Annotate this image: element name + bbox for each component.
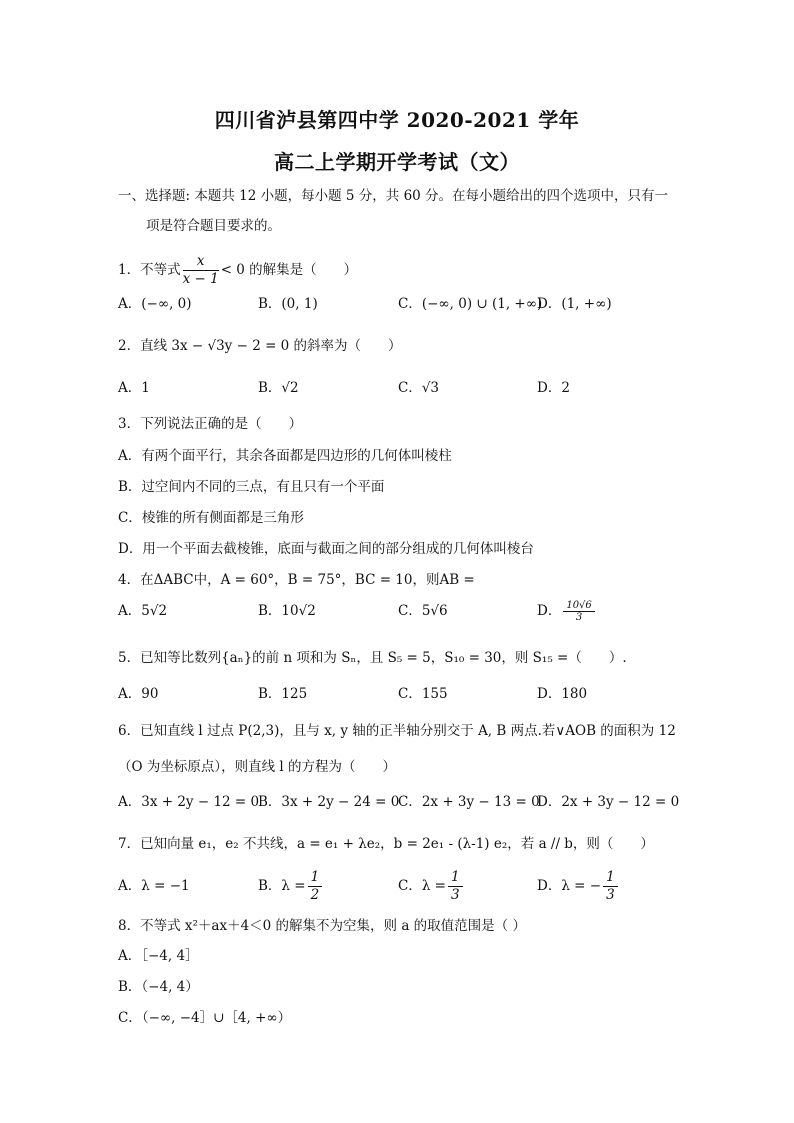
question-1-prefix: 1．不等式 xyxy=(118,262,181,278)
question-7-option-c-denominator: 3 xyxy=(451,887,460,903)
question-3-stem: 3．下列说法正确的是（ ） xyxy=(118,416,303,432)
question-1-option-c: C．(−∞, 0) ∪ (1, +∞) xyxy=(398,296,543,312)
question-2-stem: 2．直线 3x − √3y − 2 = 0 的斜率为（ ） xyxy=(118,338,402,354)
section-instructions-line2: 项是符合题目要求的。 xyxy=(146,218,281,234)
question-6-option-a: A．3x + 2y − 12 = 0 xyxy=(118,794,260,810)
question-5-option-d: D．180 xyxy=(537,686,588,702)
question-1-option-a: A．(−∞, 0) xyxy=(118,296,192,312)
question-6-option-c: C．2x + 3y − 13 = 0 xyxy=(398,794,540,810)
question-1-denominator: x − 1 xyxy=(182,271,219,287)
question-4-option-b: B．10√2 xyxy=(258,603,316,619)
question-4-option-c: C．5√6 xyxy=(398,603,448,619)
question-8-stem: 8．不等式 x²＋ax＋4＜0 的解集不为空集，则 a 的取值范围是（ ） xyxy=(118,918,526,934)
question-1-option-b: B．(0, 1) xyxy=(258,296,318,312)
question-7-option-c-fraction xyxy=(448,869,463,904)
question-7-option-d-prefix: D．λ = − xyxy=(537,878,602,894)
question-2-option-b: B．√2 xyxy=(258,380,299,396)
question-3-option-b: B．过空间内不同的三点，有且只有一个平面 xyxy=(118,479,385,495)
question-8-option-a: A．［−4, 4］ xyxy=(118,948,199,964)
question-6-stem-line1: 6．已知直线 l 过点 P(2,3)，且与 x, y 轴的正半轴分别交于 A, B 两点.若∨AOB 的面积为 12 xyxy=(118,723,676,739)
question-4-option-d-fraction xyxy=(563,600,594,623)
question-5-option-c: C．155 xyxy=(398,686,448,702)
question-4-option-d-prefix: D． xyxy=(537,603,562,619)
question-7-option-d-denominator: 3 xyxy=(606,887,615,903)
exam-title-line1: 四川省泸县第四中学 2020-2021 学年 xyxy=(214,108,580,132)
section-instructions-line1: 一、选择题: 本题共 12 小题，每小题 5 分，共 60 分。在每小题给出的四个选项中，只有一 xyxy=(118,188,669,204)
question-4-option-d xyxy=(537,596,597,626)
question-4-stem: 4．在ΔABC中，A = 60°，B = 75°，BC = 10，则AB = xyxy=(118,572,475,588)
question-8-option-c: C．（−∞, −4］∪［4, +∞） xyxy=(118,1010,292,1026)
question-4-option-d-denominator: 3 xyxy=(575,612,583,623)
question-2-option-c: C．√3 xyxy=(398,380,440,396)
question-5-stem: 5．已知等比数列{aₙ}的前 n 项和为 Sₙ，且 S₅ = 5，S₁₀ = 30，则 S₁₅ =（ ）. xyxy=(118,650,627,666)
question-7-option-c-numerator: 1 xyxy=(448,869,463,887)
question-7-option-b-fraction xyxy=(308,869,323,904)
question-7-option-d-fraction xyxy=(603,869,618,904)
question-7-option-b xyxy=(258,867,324,905)
question-7-option-c xyxy=(398,867,465,905)
question-7-option-b-denominator: 2 xyxy=(310,887,320,903)
question-5-option-b: B．125 xyxy=(258,686,308,702)
question-2-option-a: A．1 xyxy=(118,380,150,396)
question-1-numerator: x xyxy=(183,253,219,271)
question-3-option-c: C．棱锥的所有侧面都是三角形 xyxy=(118,510,304,526)
question-7-option-a: A．λ = −1 xyxy=(118,878,190,894)
question-1-fraction xyxy=(183,253,219,288)
question-7-option-c-prefix: C．λ = xyxy=(398,878,446,894)
question-3-option-d: D．用一个平面去截棱锥，底面与截面之间的部分组成的几何体叫棱台 xyxy=(118,541,534,557)
question-4-option-d-numerator: 10√6 xyxy=(563,600,594,612)
question-8-option-b: B．（−4, 4） xyxy=(118,979,199,995)
question-6-option-b: B．3x + 2y − 24 = 0 xyxy=(258,794,400,810)
question-6-stem-line2: （O 为坐标原点），则直线 l 的方程为（ ） xyxy=(118,759,397,775)
question-2-option-d: D．2 xyxy=(537,380,570,396)
question-7-option-d xyxy=(537,867,620,905)
question-7-option-b-numerator: 1 xyxy=(308,869,323,887)
question-5-option-a: A．90 xyxy=(118,686,159,702)
question-7-option-d-numerator: 1 xyxy=(603,869,618,887)
question-1-stem xyxy=(118,252,357,288)
question-7-stem: 7．已知向量 e₁，e₂ 不共线，a = e₁ + λe₂，b = 2e₁ - (λ-1) e₂，若 a // b，则（ ） xyxy=(118,836,654,852)
question-1-option-d: D．(1, +∞) xyxy=(537,296,612,312)
exam-title-line2: 高二上学期开学考试（文） xyxy=(274,150,520,174)
question-6-option-d: D．2x + 3y − 12 = 0 xyxy=(537,794,680,810)
question-4-option-a: A．5√2 xyxy=(118,603,168,619)
question-3-option-a: A．有两个面平行，其余各面都是四边形的几何体叫棱柱 xyxy=(118,448,452,464)
question-7-option-b-prefix: B．λ = xyxy=(258,878,306,894)
question-1-suffix: < 0 的解集是（ ） xyxy=(220,262,358,278)
